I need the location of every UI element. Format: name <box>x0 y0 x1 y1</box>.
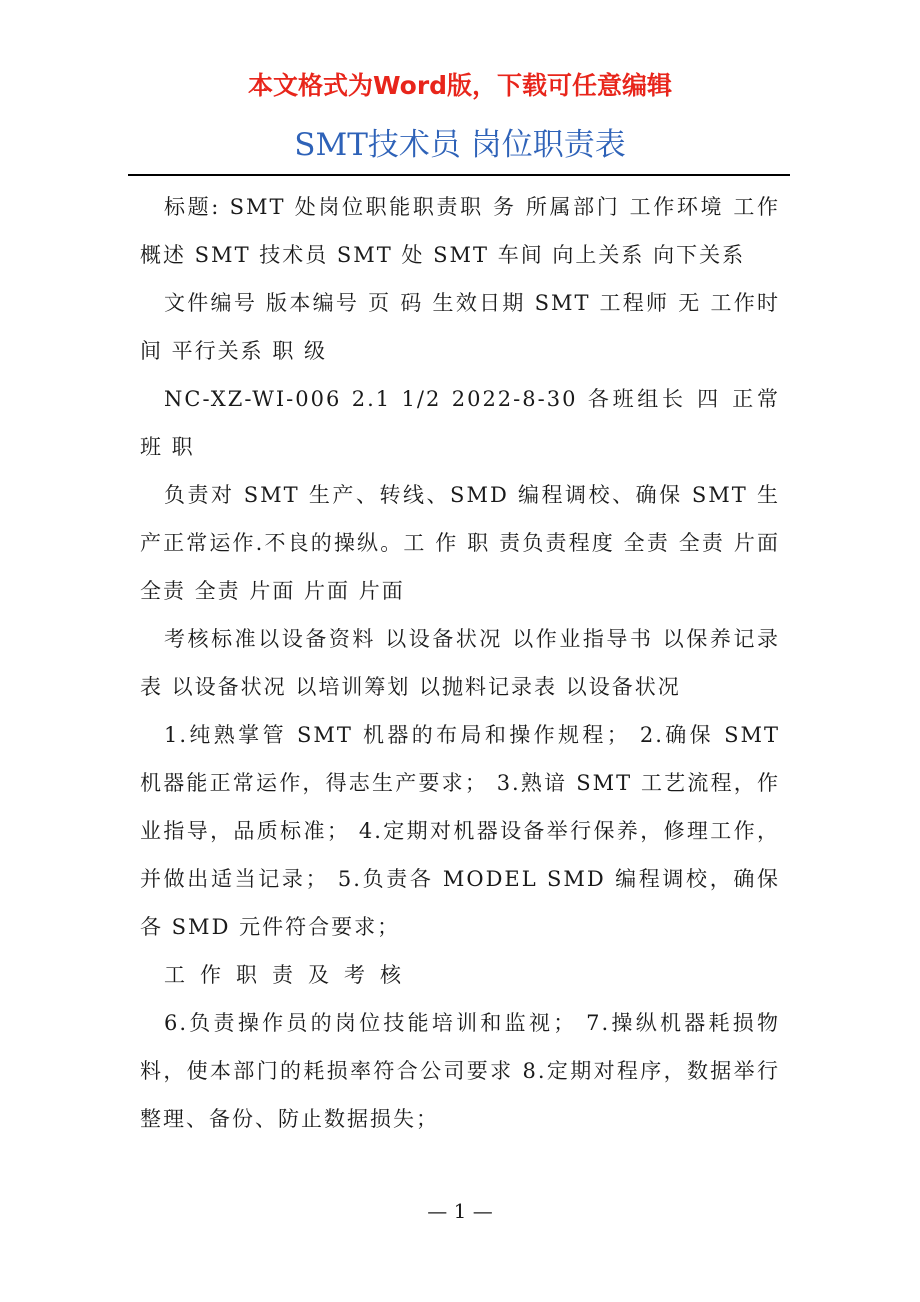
editable-format-banner: 本文格式为Word版，下载可任意编辑 <box>247 71 673 100</box>
document-body <box>140 183 780 1143</box>
section-heading-duties-assessment: 工作职责及考核 <box>164 963 416 987</box>
paragraph-assessment-standards: 考核标准以设备资料 以设备状况 以作业指导书 以保养记录表 以设备状况 以培训筹划 以抛料记录表 以设备状况 <box>140 627 780 699</box>
paragraph-duties-1-5: 1.纯熟掌管 SMT 机器的布局和操作规程； 2.确保 SMT 机器能正常运作，得志生产要求； 3.熟谙 SMT 工艺流程，作业指导，品质标准； 4.定期对机器设备举行保养，修理工作，并做出适当记录； 5.负责各 MODEL SMD 编程调校，确保各 SMD 元件符合要求； <box>140 723 780 939</box>
title-divider <box>128 174 790 176</box>
paragraph-title-fields: 标题: SMT 处岗位职能职责职 务 所属部门 工作环境 工作概述 SMT 技术员 SMT 处 SMT 车间 向上关系 向下关系 <box>140 195 780 267</box>
paragraph-responsibility-overview: 负责对 SMT 生产、转线、SMD 编程调校、确保 SMT 生产正常运作.不良的操纵。工 作 职 责负责程度 全责 全责 片面 全责 全责 片面 片面 片面 <box>140 483 780 603</box>
page-number: — 1 — <box>427 1199 493 1223</box>
paragraph-document-values: NC-XZ-WI-006 2.1 1/2 2022-8-30 各班组长 四 正常班 职 <box>140 387 780 459</box>
paragraph-document-fields: 文件编号 版本编号 页 码 生效日期 SMT 工程师 无 工作时间 平行关系 职 级 <box>140 291 780 363</box>
page-title: SMT技术员 岗位职责表 <box>294 127 626 163</box>
paragraph-duties-6-8: 6.负责操作员的岗位技能培训和监视； 7.操纵机器耗损物料，使本部门的耗损率符合公司要求 8.定期对程序，数据举行整理、备份、防止数据损失； <box>140 1011 780 1131</box>
